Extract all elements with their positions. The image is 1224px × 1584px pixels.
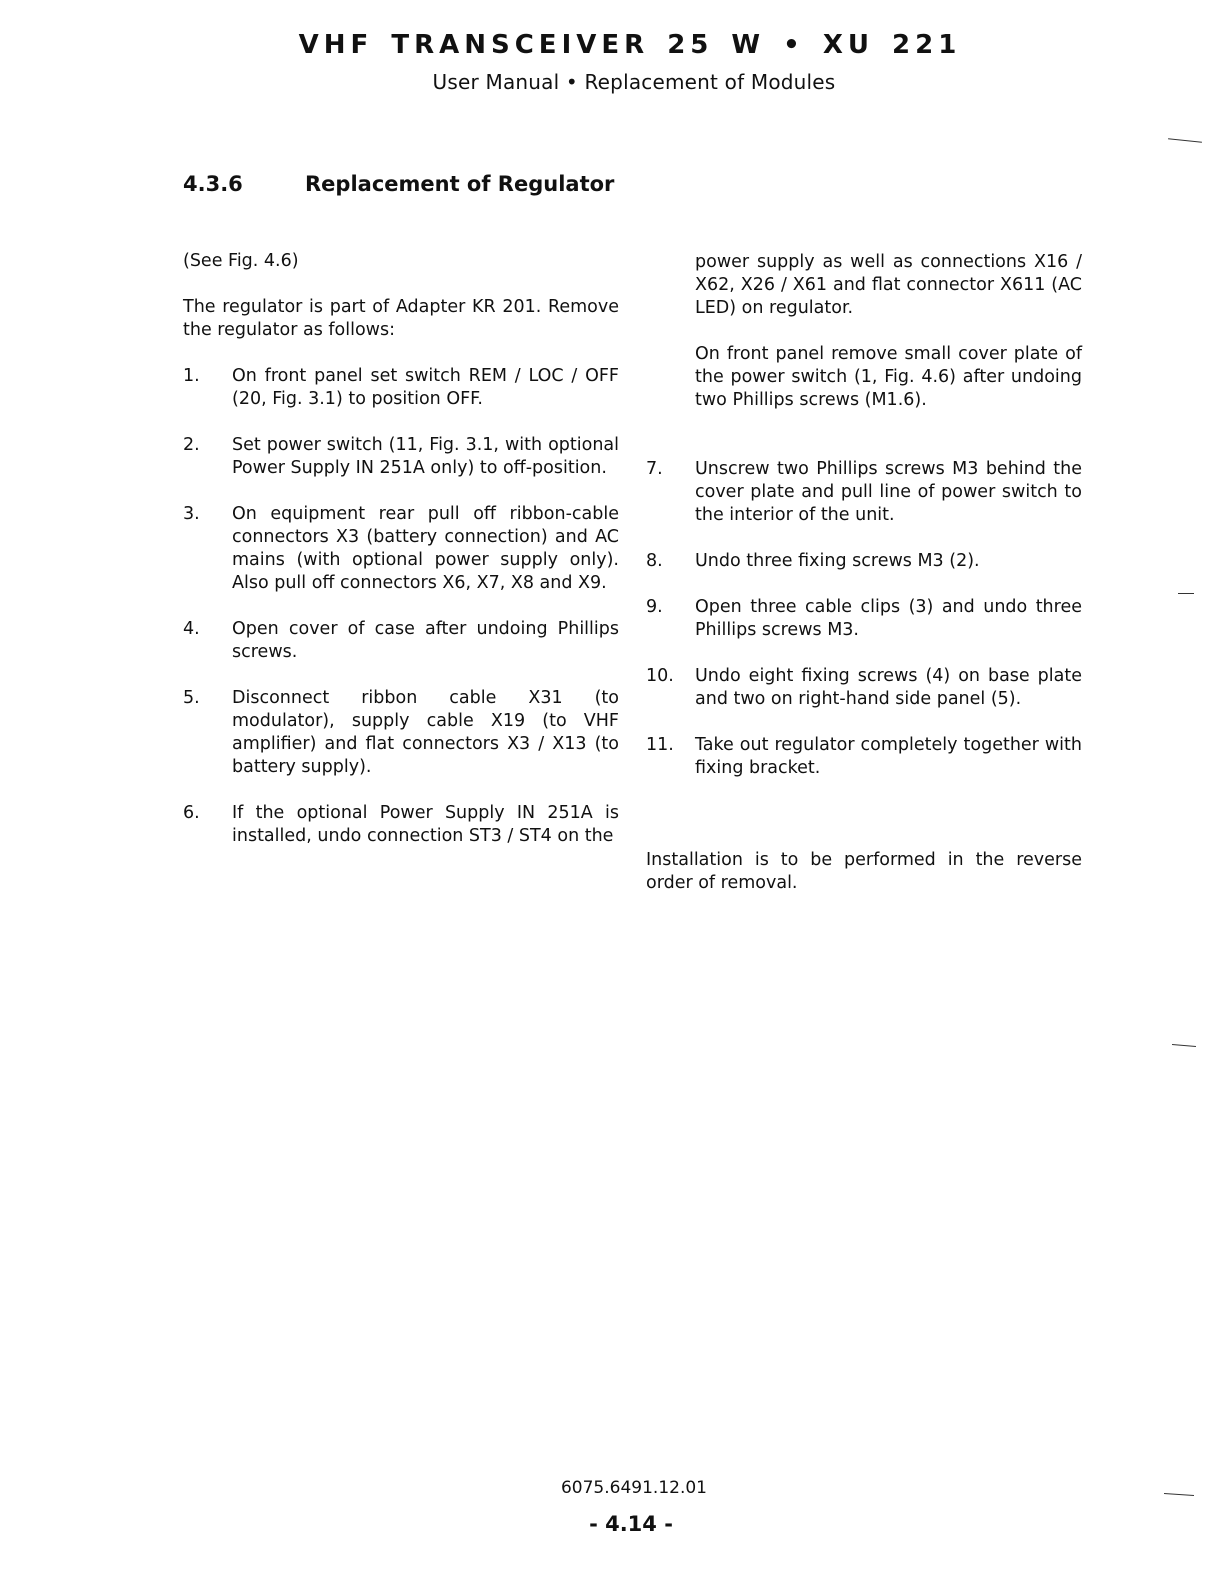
step-11 (646, 734, 1082, 780)
step-2 (183, 434, 619, 480)
step-6 (183, 802, 619, 848)
step-4 (183, 618, 619, 664)
scan-artifact-mark (1172, 1044, 1196, 1047)
section-heading (183, 172, 614, 196)
step-number: 5. (183, 688, 200, 708)
right-column (646, 251, 1082, 918)
step-text: Set power switch (11, Fig. 3.1, with optional Power Supply IN 251A only) to off-position. (232, 435, 619, 478)
step-number: 9. (646, 597, 663, 617)
scan-artifact-mark (1178, 593, 1194, 594)
see-figure-reference: (See Fig. 4.6) (183, 251, 299, 271)
document-subtitle: User Manual • Replacement of Modules (432, 70, 836, 94)
step-text: Open cover of case after undoing Phillips screws. (232, 619, 619, 662)
step-number: 11. (646, 735, 674, 755)
step-10 (646, 665, 1082, 711)
step-text: On equipment rear pull off ribbon-cable connectors X3 (battery connection) and AC mains (with optional power supply only). Also pull off connectors X6, X7, X8 and X9. (232, 504, 619, 593)
step-text: Disconnect ribbon cable X31 (to modulator), supply cable X19 (to VHF amplifier) and flat connectors X3 / X13 (to battery supply). (232, 688, 619, 777)
scan-artifact-mark (1168, 138, 1202, 143)
step-8 (646, 550, 1082, 573)
step-text: Undo eight fixing screws (4) on base plate and two on right-hand side panel (5). (695, 666, 1082, 709)
step-3 (183, 503, 619, 595)
step-number: 2. (183, 435, 200, 455)
step-text: On front panel set switch REM / LOC / OFF (20, Fig. 3.1) to position OFF. (232, 366, 619, 409)
section-title: Replacement of Regulator (305, 172, 615, 196)
step-text: Unscrew two Phillips screws M3 behind the cover plate and pull line of power switch to the interior of the unit. (695, 459, 1082, 525)
step-text: Take out regulator completely together with fixing bracket. (695, 735, 1082, 778)
intro-paragraph: The regulator is part of Adapter KR 201. Remove the regulator as follows: (183, 297, 619, 340)
step-number: 4. (183, 619, 200, 639)
step-text: Undo three fixing screws M3 (2). (695, 551, 980, 571)
step-7 (646, 458, 1082, 527)
step-number: 10. (646, 666, 674, 686)
step-1 (183, 365, 619, 411)
page-number: - 4.14 - (589, 1512, 673, 1536)
section-number: 4.3.6 (183, 172, 243, 196)
step-text: Open three cable clips (3) and undo three Phillips screws M3. (695, 597, 1082, 640)
step-5 (183, 687, 619, 779)
step-6-continuation: power supply as well as connections X16 / X62, X26 / X61 and flat connector X611 (AC LED) on regulator. (695, 252, 1082, 318)
step-9 (646, 596, 1082, 642)
step-number: 6. (183, 803, 200, 823)
step-number: 1. (183, 366, 200, 386)
left-column (183, 250, 619, 871)
front-panel-note: On front panel remove small cover plate of the power switch (1, Fig. 4.6) after undoing two Phillips screws (M1.6). (695, 344, 1082, 410)
step-text: If the optional Power Supply IN 251A is installed, undo connection ST3 / ST4 on the (232, 803, 619, 846)
document-number: 6075.6491.12.01 (560, 1478, 707, 1498)
step-number: 8. (646, 551, 663, 571)
closing-paragraph: Installation is to be performed in the reverse order of removal. (646, 850, 1082, 893)
step-number: 7. (646, 459, 663, 479)
step-number: 3. (183, 504, 200, 524)
document-title: VHF TRANSCEIVER 25 W • XU 221 (298, 30, 962, 60)
